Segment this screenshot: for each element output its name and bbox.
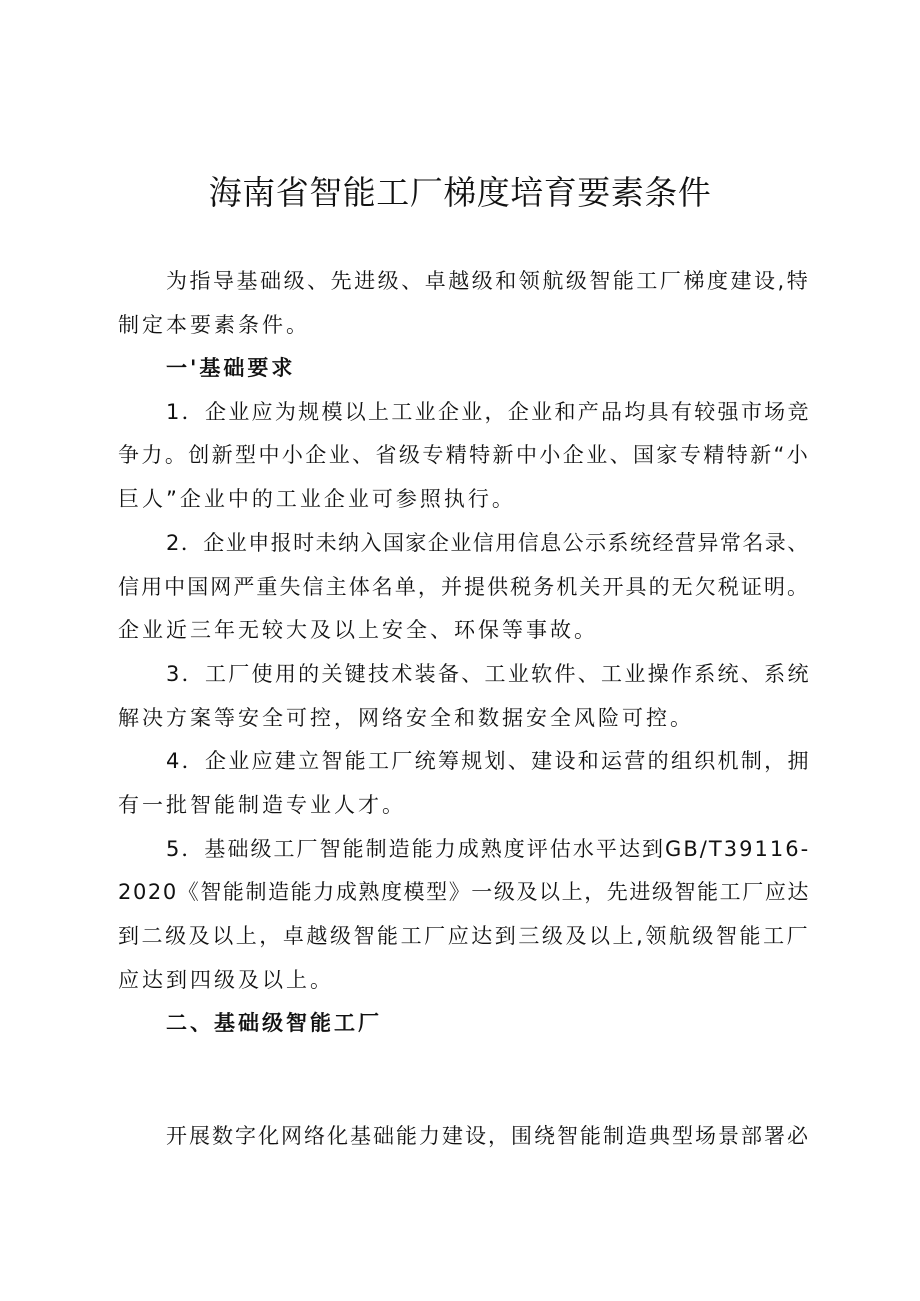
paragraph-line: 为指导基础级、先进级、卓越级和领航级智能工厂梯度建设,特 (166, 269, 811, 293)
paragraph-line: 到二级及以上，卓越级智能工厂应达到三级及以上,领航级智能工厂 (118, 924, 811, 948)
section-heading: 二、基础级智能工厂 (166, 1011, 382, 1035)
paragraph-line: 解决方案等安全可控，网络安全和数据安全风险可控。 (118, 706, 694, 730)
paragraph-line: 争力。创新型中小企业、省级专精特新中小企业、国家专精特新“小 (118, 443, 811, 467)
paragraph-line: 应达到四级及以上。 (118, 968, 334, 992)
paragraph-line: 2020《智能制造能力成熟度模型》一级及以上，先进级智能工厂应达 (118, 880, 811, 904)
paragraph-line: 3．工厂使用的关键技术装备、工业软件、工业操作系统、系统 (166, 662, 811, 686)
paragraph-line: 有一批智能制造专业人才。 (118, 793, 406, 817)
paragraph-line: 信用中国网严重失信主体名单，并提供税务机关开具的无欠税证明。 (118, 575, 811, 599)
document-title: 海南省智能工厂梯度培育要素条件 (208, 173, 712, 212)
paragraph-line: 5．基础级工厂智能制造能力成熟度评估水平达到GB/T39116- (166, 837, 811, 861)
paragraph-line: 4．企业应建立智能工厂统筹规划、建设和运营的组织机制，拥 (166, 749, 811, 773)
paragraph-line: 巨人”企业中的工业企业可参照执行。 (118, 487, 516, 511)
paragraph-line: 企业近三年无较大及以上安全、环保等事故。 (118, 618, 598, 642)
paragraph-line: 2．企业申报时未纳入国家企业信用信息公示系统经营异常名录、 (166, 531, 810, 555)
paragraph-line: 开展数字化网络化基础能力建设，围绕智能制造典型场景部署必 (166, 1124, 810, 1148)
paragraph-line: 1．企业应为规模以上工业企业，企业和产品均具有较强市场竞 (166, 400, 811, 424)
paragraph-line: 制定本要素条件。 (118, 313, 310, 337)
section-heading: 一'基础要求 (166, 356, 296, 380)
